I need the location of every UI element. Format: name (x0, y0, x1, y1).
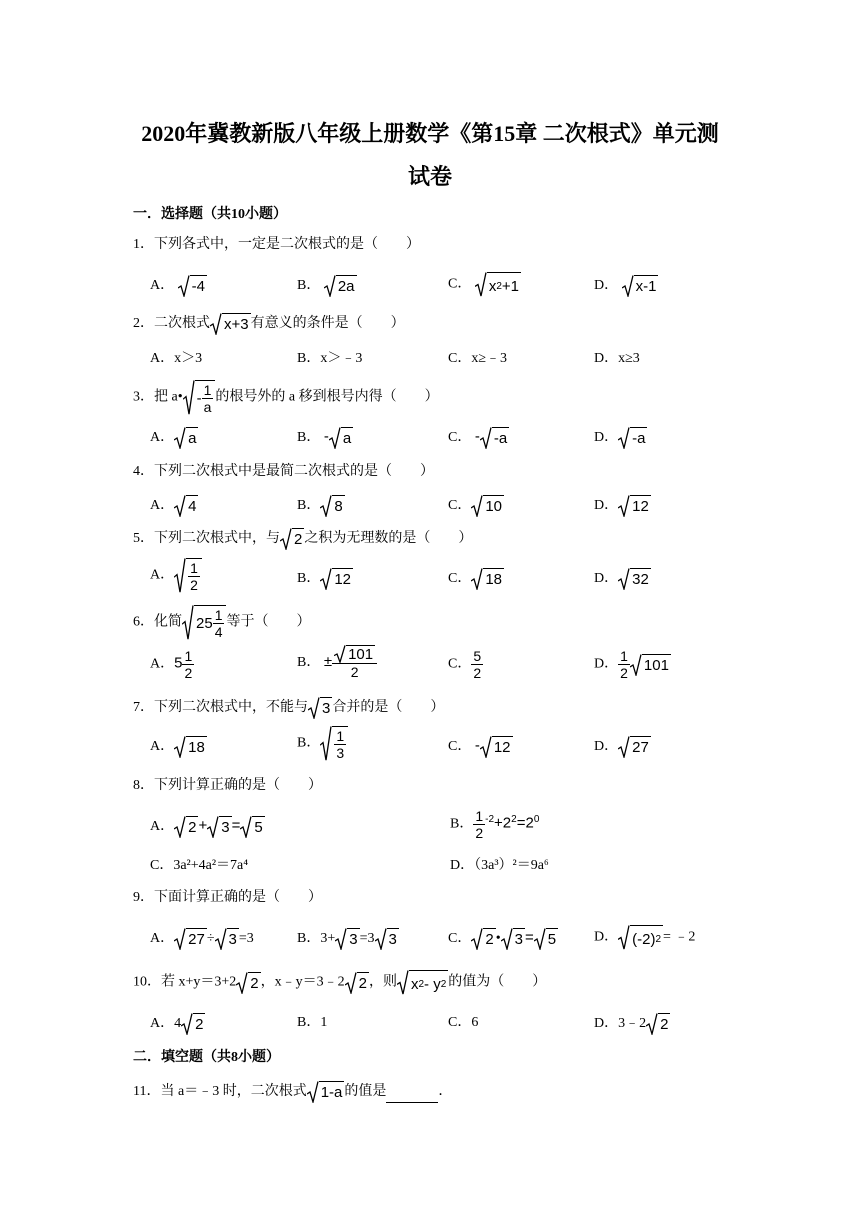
q9-option-a: A． 27 ÷ 3 =3 (150, 928, 254, 950)
q1-option-d: D． x-1 (594, 275, 658, 297)
q1-option-b: B． 2a (297, 275, 357, 297)
q1-option-c: C． x 2 +1 (448, 272, 521, 297)
q8-option-c: C．3a²+4a²＝7a⁴ (150, 858, 249, 873)
q2-option-d: D．x≥3 (594, 351, 640, 366)
q3-option-a: A． a (150, 427, 198, 449)
q10-option-b: B．1 (297, 1015, 328, 1030)
q7-option-a: A． 18 (150, 736, 207, 758)
section-heading-fill: 二．填空题（共8小题） (133, 1050, 280, 1065)
q5-option-d: D． 32 (594, 568, 651, 590)
question-6: 6．化简 25 $\frac{1}{4}$ 等于（ ） (133, 607, 311, 640)
q4-option-c: C． 10 (448, 495, 504, 517)
radical: -4 (178, 275, 207, 297)
q3-option-d: D． -a (594, 427, 647, 449)
answer-blank[interactable] (386, 1088, 438, 1103)
q6-option-a: A．5 $\frac{1}{2}$ (150, 648, 193, 681)
q1-option-a: A． -4 (150, 275, 207, 297)
question-5: 5．下列二次根式中，与 2 之积为无理数的是（ ） (133, 528, 472, 550)
q4-option-a: A． 4 (150, 495, 198, 517)
question-10: 10．若 x+y＝3+2 2 ，x﹣y＝3﹣2 2 ，则 x 2 - y 2 的值为（ ） (133, 970, 546, 995)
q10-option-a: A．4 2 (150, 1013, 205, 1035)
q8-option-a: A． 2 + 3 = 5 (150, 817, 263, 836)
question-1: 1．下列各式中，一定是二次根式的是（ ） (133, 237, 420, 252)
q10-option-d: D．3﹣2 2 (594, 1013, 670, 1035)
question-3: 3．把 a• - $\frac{1}{a}$ 的根号外的 a 移到根号内得（ ） (133, 382, 439, 415)
q5-option-b: B． 12 (297, 568, 353, 590)
q9-option-d: D． (-2) 2 = ﹣2 (594, 925, 695, 950)
page-title-line1: 2020年冀教新版八年级上册数学《第15章 二次根式》单元测 (141, 121, 719, 146)
q6-option-d: D． $\frac{1}{2}$ 101 (594, 648, 669, 681)
q3-option-b: B． - a (297, 428, 352, 447)
q8-option-b: B． $\frac{1}{2}$ $^{-2}+2^2=2^0$ (450, 808, 540, 841)
q5-option-c: C． 18 (448, 568, 504, 590)
q2-option-a: A．x＞3 (150, 351, 203, 366)
q8-option-d: D．（3a³）²＝9a⁶ (450, 858, 549, 873)
q6-option-b: B． ± $\frac{101}{2}$ (297, 645, 377, 680)
q5-option-a: A． $\frac{1}{2}$ (150, 558, 202, 593)
q7-option-d: D． 27 (594, 736, 651, 758)
question-11: 11．当 a＝﹣3 时，二次根式 1-a 的值是 ． (133, 1081, 452, 1103)
question-7: 7．下列二次根式中，不能与 3 合并的是（ ） (133, 697, 444, 719)
q2-option-b: B．x＞﹣3 (297, 351, 363, 366)
page-title-line2: 试卷 (407, 164, 452, 189)
q7-option-b: B． $\frac{1}{3}$ (297, 726, 348, 761)
q9-option-b: B．3+ 3 =3 3 (297, 928, 399, 950)
q3-option-c: C． - -a (448, 428, 508, 447)
q2-option-c: C．x≥﹣3 (448, 351, 508, 366)
q4-option-d: D． 12 (594, 495, 651, 517)
q10-option-c: C．6 (448, 1015, 479, 1030)
q9-option-c: C． 2 • 3 = 5 (448, 929, 557, 948)
q7-option-c: C． - 12 (448, 737, 511, 756)
question-4: 4．下列二次根式中是最简二次根式的是（ ） (133, 464, 434, 479)
question-2: 2．二次根式 x+3 有意义的条件是（ ） (133, 313, 405, 335)
q6-option-c: C． $\frac{5}{2}$ (448, 648, 482, 681)
question-8: 8．下列计算正确的是（ ） (133, 778, 322, 793)
question-9: 9．下面计算正确的是（ ） (133, 890, 322, 905)
section-heading-choice: 一．选择题（共10小题） (133, 207, 287, 222)
q4-option-b: B． 8 (297, 495, 345, 517)
